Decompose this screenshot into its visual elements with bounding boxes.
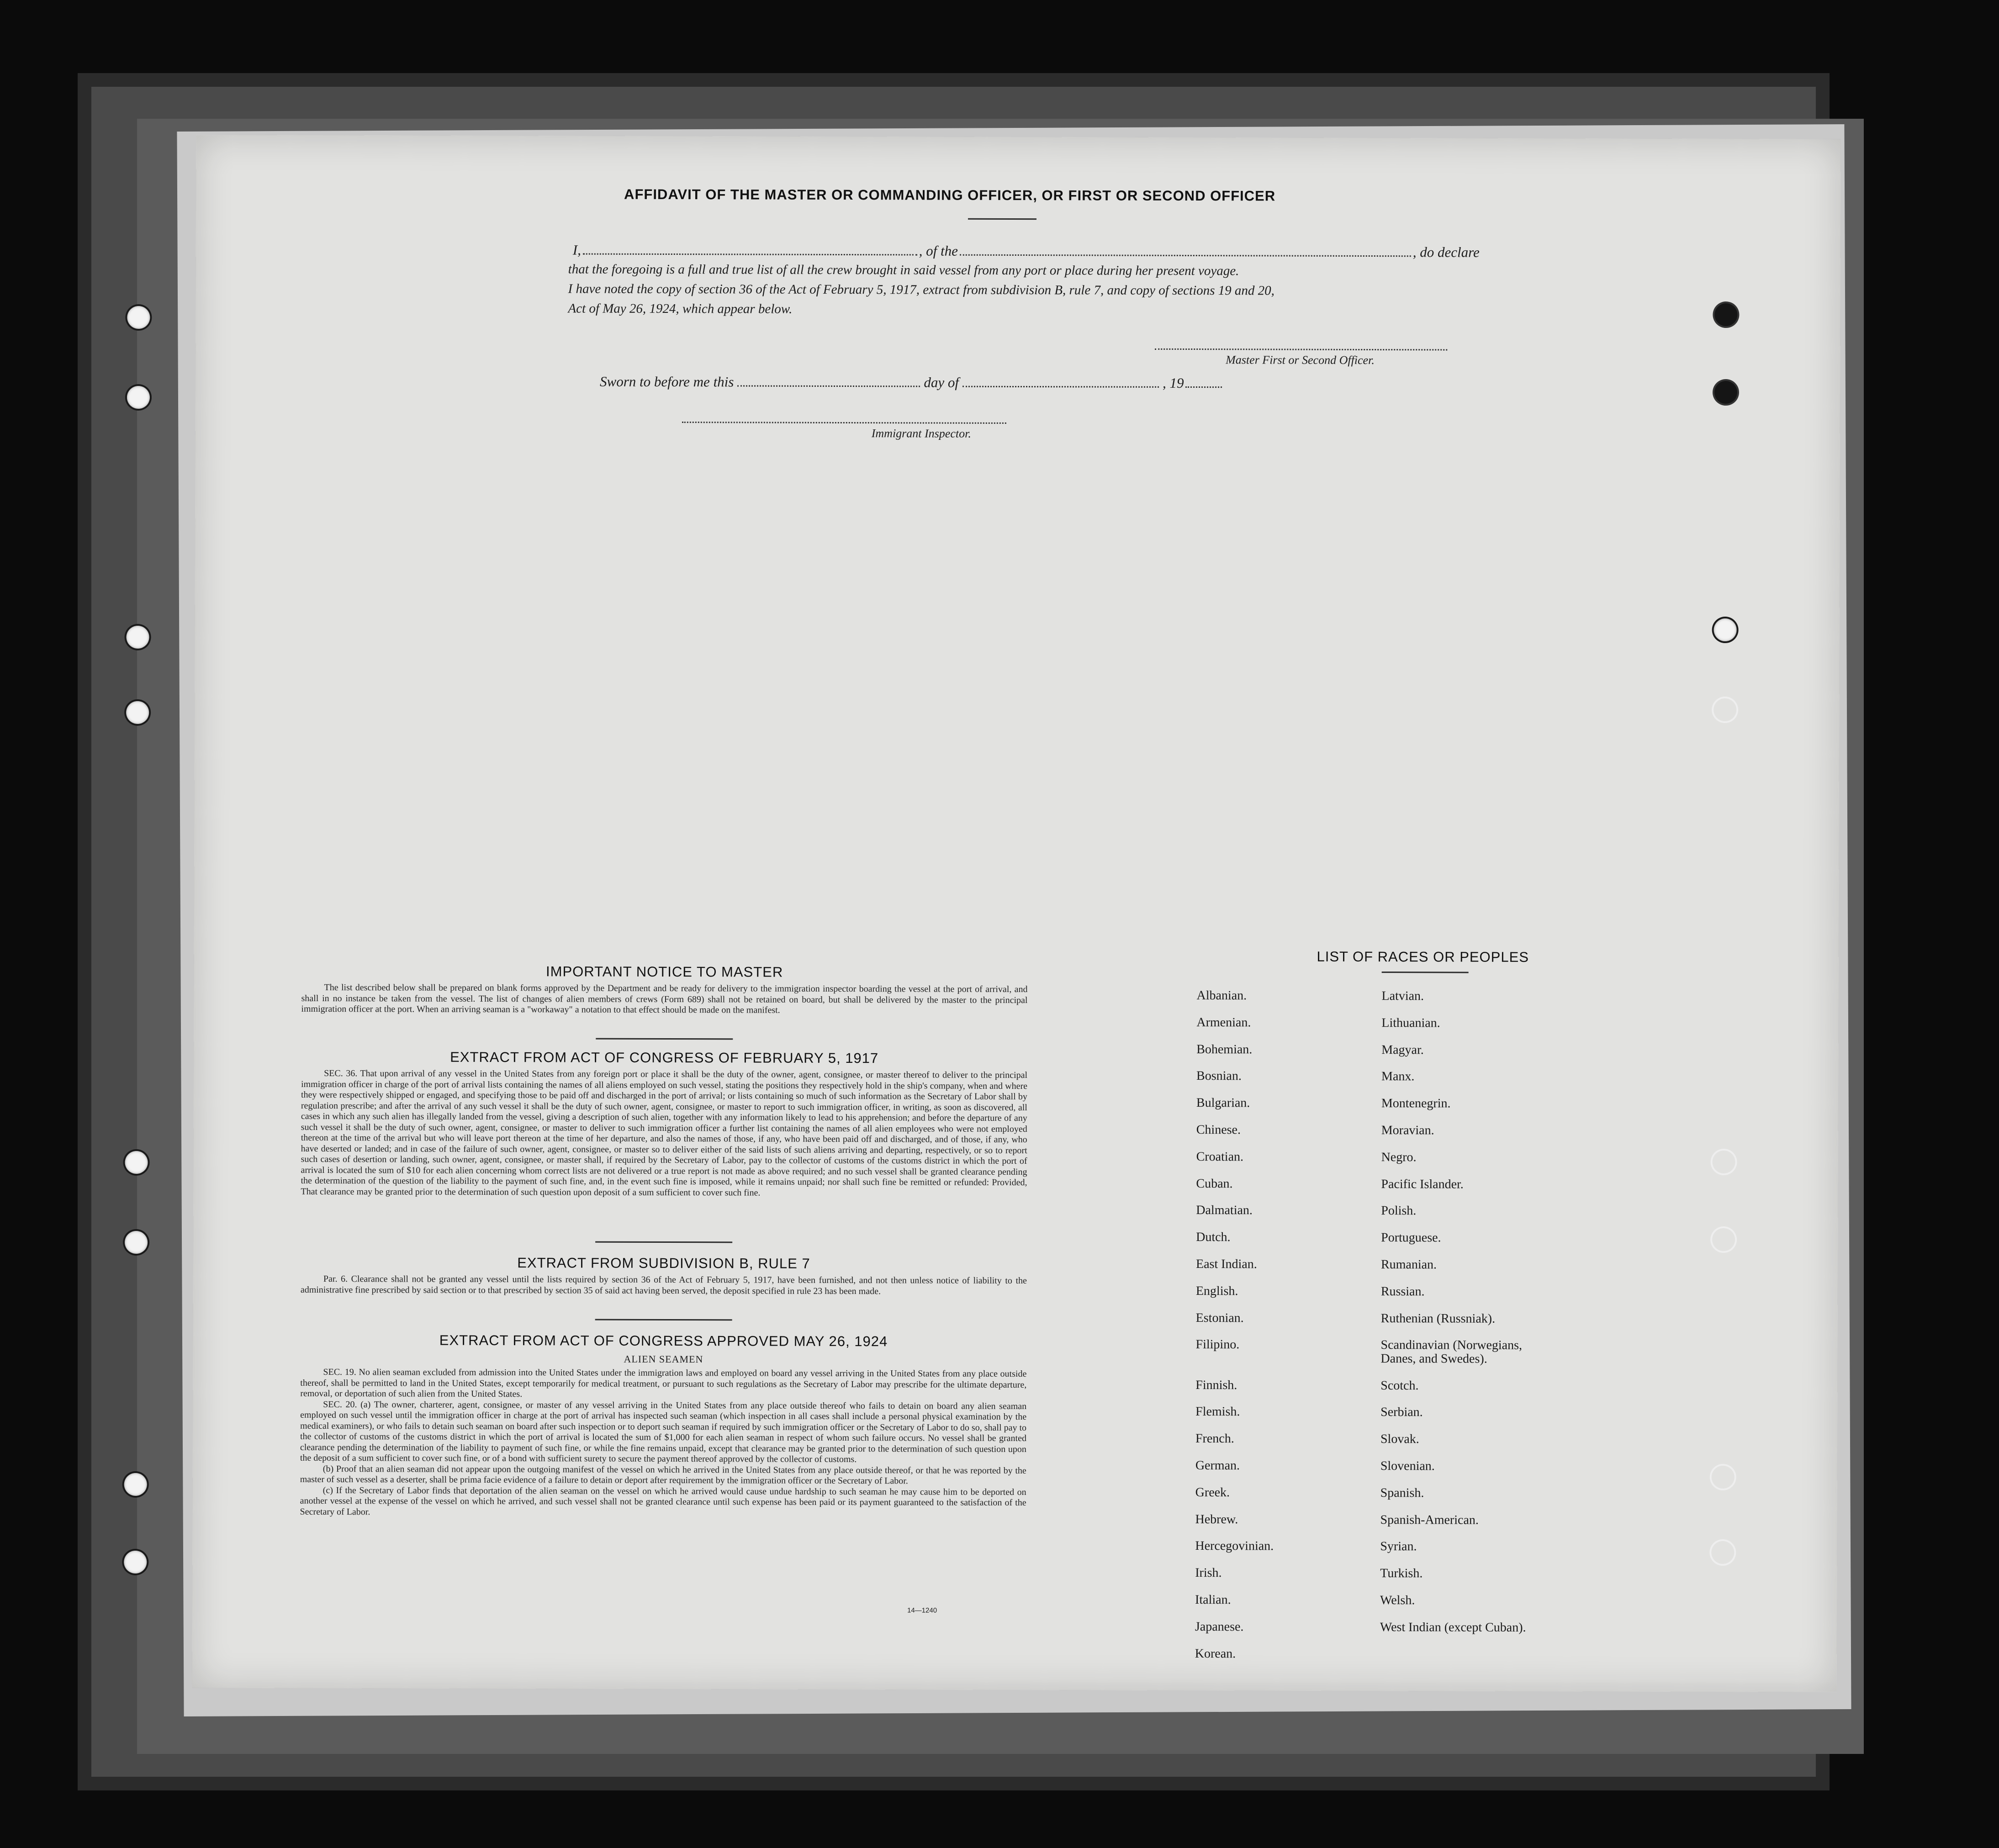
sec-20b-paragraph: (b) Proof that an alien seaman did not appear upon the outgoing manifest of the vessel on which he arrived in the United States from any place outside thereof, or that he was reported by the master of such vessel as a deserter, shall be prima facie evidence of a failure to detain or deport after requirement by the immigration officer or the Secretary of Labor. bbox=[300, 1463, 1026, 1486]
races-title: LIST OF RACES OR PEOPLES bbox=[1317, 948, 1529, 965]
extract-1924-title: EXTRACT FROM ACT OF CONGRESS APPROVED MAY 26, 1924 bbox=[439, 1332, 888, 1350]
race-item: Rumanian. bbox=[1380, 1257, 1437, 1272]
master-signature-label: Master First or Second Officer. bbox=[1226, 353, 1375, 367]
section-36-paragraph: SEC. 36. That upon arrival of any vessel in the United States from any foreign port or place it shall be the duty of the owner, agent, consignee, or master thereof to deliver to the principal immigration officer in charge of the port of arrival lists containing the names of all aliens employed on such vessel, stating the positions they respectively hold in the ship's company, when and where they were respectively shipped or engaged, and specifying those to be paid off and discharged in the port of arrival; or lists containing so much of such information as the Secretary of Labor shall by regulation prescribe; and after the arrival of any such vessel it shall be the duty of such owner, agent, consignee, or master to report to such immigration officer, in writing, as soon as discovered, all cases in which any such alien has illegally landed from the vessel, giving a description of such alien, together with any information likely to lead to his apprehension; and before the departure of any such vessel it shall be the duty of such owner, agent, consignee, or master to deliver to such immigration officer a further list containing the names of all alien employees who were not employed thereon at the time of the arrival but who will leave port thereon at the time of her departure, and also the names of those, if any, who have been paid off and discharged, and of those, if any, who have deserted or landed; and in case of the failure of such owner, agent, consignee, or master so to deliver either of the said lists of such aliens arriving and departing, respectively, or so to report such cases of desertion or landing, such owner, agent, consignee, or master shall, if required by the Secretary of Labor, pay to the collector of customs of the customs district in which the port of arrival is located the sum of $10 for each alien concerning whom correct lists are not delivered or a true report is not made as above required; and no such vessel shall be granted clearance pending the determination of the question of the liability to the payment of such fine, and, in the event such fine is imposed, while it remains unpaid; nor shall such fine be remitted or refunded: Provided, That clearance may be granted prior to the determination of such question upon deposit of a sum sufficient to cover such fine. bbox=[301, 1068, 1028, 1198]
race-item: Ruthenian (Russniak). bbox=[1380, 1311, 1496, 1326]
affidavit-declare-label: , do declare bbox=[1412, 244, 1480, 260]
punch-hole bbox=[1714, 381, 1737, 404]
race-item: Bosnian. bbox=[1196, 1069, 1242, 1083]
sworn-year-label: , 19 bbox=[1162, 375, 1184, 391]
affidavit-title: AFFIDAVIT OF THE MASTER OR COMMANDING OFFICER, OR FIRST OR SECOND OFFICER bbox=[624, 186, 1276, 204]
race-item: Filipino. bbox=[1195, 1337, 1240, 1352]
punch-hole bbox=[1712, 1228, 1735, 1251]
sworn-line bbox=[600, 374, 1239, 392]
punch-hole bbox=[1711, 1541, 1734, 1564]
alien-seamen-subtitle: ALIEN SEAMEN bbox=[624, 1353, 703, 1365]
punch-hole bbox=[1713, 1151, 1735, 1173]
inspector-signature-label: Immigrant Inspector. bbox=[871, 427, 971, 440]
form-number: 14—1240 bbox=[907, 1606, 937, 1615]
race-item: German. bbox=[1195, 1458, 1240, 1473]
affidavit-line4: Act of May 26, 1924, which appear below. bbox=[568, 301, 793, 317]
sworn-day-field[interactable] bbox=[737, 382, 920, 387]
race-item: Latvian. bbox=[1381, 989, 1424, 1003]
inspector-signature-line[interactable] bbox=[682, 422, 1006, 424]
notice-paragraph: The list described below shall be prepared on blank forms approved by the Department and be ready for delivery to the immigration inspector boarding the vessel at the port of arrival, and shall in no instance be taken from the vessel. The list of changes of alien members of crews (Form 689) shall not be retained on board, but shall be delivered by the master to the principal immigration officer at the port. When an arriving seaman is a "workaway" a notation to that effect should be made on the manifest. bbox=[301, 982, 1028, 1015]
punch-hole bbox=[1713, 698, 1736, 721]
race-item: Slovak. bbox=[1380, 1432, 1419, 1447]
affidavit-line1 bbox=[573, 242, 1480, 260]
master-signature-line[interactable] bbox=[1155, 348, 1447, 351]
race-item: Spanish. bbox=[1380, 1485, 1424, 1500]
race-item: West Indian (except Cuban). bbox=[1380, 1620, 1526, 1635]
race-item: Chinese. bbox=[1196, 1123, 1241, 1137]
race-item: English. bbox=[1195, 1283, 1238, 1299]
sworn-label: Sworn to before me this bbox=[600, 373, 734, 390]
notice-text bbox=[301, 982, 1027, 1017]
affidavit-title-rule bbox=[968, 218, 1037, 220]
punch-hole bbox=[125, 1231, 148, 1254]
race-item: Syrian. bbox=[1380, 1539, 1417, 1554]
race-item: Russian. bbox=[1380, 1284, 1425, 1299]
extract-1924-text bbox=[300, 1367, 1027, 1519]
section-divider bbox=[596, 1038, 733, 1040]
races-left-column bbox=[1195, 982, 1370, 1668]
section-divider bbox=[595, 1241, 732, 1243]
race-item: Bohemian. bbox=[1196, 1042, 1253, 1056]
vessel-name-field[interactable] bbox=[960, 252, 1411, 257]
manifest-page bbox=[192, 135, 1841, 1692]
sworn-day-label: day of bbox=[924, 374, 959, 391]
punch-hole bbox=[127, 306, 150, 329]
race-item: Negro. bbox=[1381, 1150, 1417, 1165]
races-title-rule bbox=[1382, 972, 1469, 973]
affidavit-of-the-label: , of the bbox=[919, 243, 958, 259]
race-item: Serbian. bbox=[1380, 1405, 1423, 1420]
punch-hole bbox=[125, 1151, 148, 1174]
race-item: Montenegrin. bbox=[1381, 1096, 1451, 1111]
section-divider bbox=[595, 1319, 732, 1321]
extract-1917-text bbox=[301, 1068, 1027, 1199]
race-item: Scandinavian (Norwegians, Danes, and Swedes). bbox=[1380, 1338, 1523, 1367]
race-item: Spanish-American. bbox=[1380, 1512, 1479, 1527]
race-item: Japanese. bbox=[1195, 1619, 1244, 1634]
race-item: Armenian. bbox=[1196, 1015, 1251, 1030]
sec-19-paragraph: SEC. 19. No alien seaman excluded from admission into the United States under the immigration laws and employed on board any vessel arriving in the United States from any place outside thereof, shall be permitted to land in the United States, except temporarily for medical treatment, or pursuant to such regulations as the Secretary of Labor may prescribe for the ultimate departure, removal, or deportation of such alien from the United States. bbox=[300, 1367, 1027, 1399]
race-item: Portuguese. bbox=[1381, 1230, 1441, 1245]
race-item: Polish. bbox=[1381, 1204, 1417, 1218]
race-item: Flemish. bbox=[1195, 1404, 1240, 1419]
race-item: Hebrew. bbox=[1195, 1512, 1238, 1526]
race-item: Finnish. bbox=[1195, 1378, 1237, 1392]
race-item: Dalmatian. bbox=[1196, 1203, 1253, 1218]
punch-hole bbox=[1714, 618, 1737, 641]
extract-rule7-title: EXTRACT FROM SUBDIVISION B, RULE 7 bbox=[517, 1255, 810, 1272]
punch-hole bbox=[127, 626, 149, 649]
race-item: Magyar. bbox=[1381, 1042, 1424, 1057]
sec-20a-paragraph: SEC. 20. (a) The owner, charterer, agent, consignee, or master of any vessel arriving in the United States from any place outside thereof who fails to detain on board any alien seaman employed on such vessel until the immigration officer in charge at the port of arrival has inspected such seaman (which inspection in all cases shall include a personal physical examination by the medical examiners), or who fails to detain such seaman on board after such inspection or to deport such seaman if required by such immigration officer or the Secretary of Labor to do so, shall pay to the collector of customs of the customs district in which the port of arrival is located the sum of $1,000 for each alien seaman in respect of whom such failure occurs. No vessel shall be granted clearance pending the determination of the liability to payment of such fine, or while the fine remains unpaid, except that clearance may be granted prior to the determination of such question upon the deposit of a sum sufficient to cover such fine, or of a bond with sufficient surety to secure the payment thereof approved by the collector of customs. bbox=[300, 1399, 1027, 1465]
race-item: French. bbox=[1195, 1431, 1234, 1446]
punch-hole bbox=[126, 701, 149, 724]
race-item: Manx. bbox=[1381, 1069, 1415, 1084]
races-right-column bbox=[1380, 983, 1638, 1642]
race-item: Cuban. bbox=[1196, 1176, 1233, 1191]
race-item: Pacific Islander. bbox=[1381, 1177, 1464, 1192]
race-item: Dutch. bbox=[1196, 1230, 1231, 1245]
race-item: Lithuanian. bbox=[1381, 1015, 1440, 1030]
race-item: Slovenian. bbox=[1380, 1459, 1435, 1473]
punch-hole bbox=[1712, 1466, 1735, 1489]
race-item: Estonian. bbox=[1195, 1310, 1244, 1325]
race-item: Greek. bbox=[1195, 1485, 1230, 1500]
punch-hole bbox=[127, 386, 150, 409]
race-item: Italian. bbox=[1195, 1592, 1231, 1607]
sworn-year-field[interactable] bbox=[1185, 384, 1222, 388]
race-item: Moravian. bbox=[1381, 1123, 1434, 1138]
race-item: East Indian. bbox=[1195, 1257, 1257, 1272]
extract-1917-title: EXTRACT FROM ACT OF CONGRESS OF FEBRUARY 5, 1917 bbox=[450, 1049, 879, 1067]
race-item: Albanian. bbox=[1196, 988, 1247, 1003]
race-item: Bulgarian. bbox=[1196, 1096, 1250, 1110]
race-item: Croatian. bbox=[1196, 1149, 1244, 1164]
affidavit-line3: I have noted the copy of section 36 of the Act of February 5, 1917, extract from subdivision B, rule 7, and copy of sections 19 and 20, bbox=[568, 281, 1275, 298]
punch-hole bbox=[1714, 303, 1737, 326]
affidavit-line2: that the foregoing is a full and true list of all the crew brought in said vessel from any port or place during her present voyage. bbox=[568, 262, 1239, 279]
race-item: Hercegovinian. bbox=[1195, 1539, 1274, 1553]
race-item: Irish. bbox=[1195, 1566, 1222, 1580]
race-item: Korean. bbox=[1195, 1646, 1236, 1661]
punch-hole bbox=[124, 1473, 147, 1496]
sec-20c-paragraph: (c) If the Secretary of Labor finds that deportation of the alien seaman on the vessel on which he arrived would cause undue hardship to such seaman he may cause him to be deported on another vessel at the expense of the vessel on which he arrived, and such vessel shall not be granted clearance until such expense has been paid or its payment guaranteed to the satisfaction of the Secretary of Labor. bbox=[300, 1485, 1026, 1517]
race-item: Welsh. bbox=[1380, 1593, 1415, 1608]
master-name-field[interactable] bbox=[583, 251, 917, 256]
affidavit-i-label: I, bbox=[572, 242, 581, 258]
par-6-paragraph: Par. 6. Clearance shall not be granted any vessel until the lists required by section 36 of the Act of February 5, 1917, have been furnished, and not then unless notice of liability to the administrative fine prescribed by said section or to that prescribed by section 35 of said act having been served, the deposit specified in rule 23 has been made. bbox=[300, 1274, 1027, 1296]
extract-rule7-text bbox=[301, 1274, 1027, 1297]
race-item: Turkish. bbox=[1380, 1566, 1423, 1581]
race-item: Scotch. bbox=[1380, 1378, 1419, 1393]
punch-hole bbox=[124, 1551, 147, 1573]
sworn-month-field[interactable] bbox=[962, 383, 1159, 388]
notice-title: IMPORTANT NOTICE TO MASTER bbox=[546, 963, 783, 980]
